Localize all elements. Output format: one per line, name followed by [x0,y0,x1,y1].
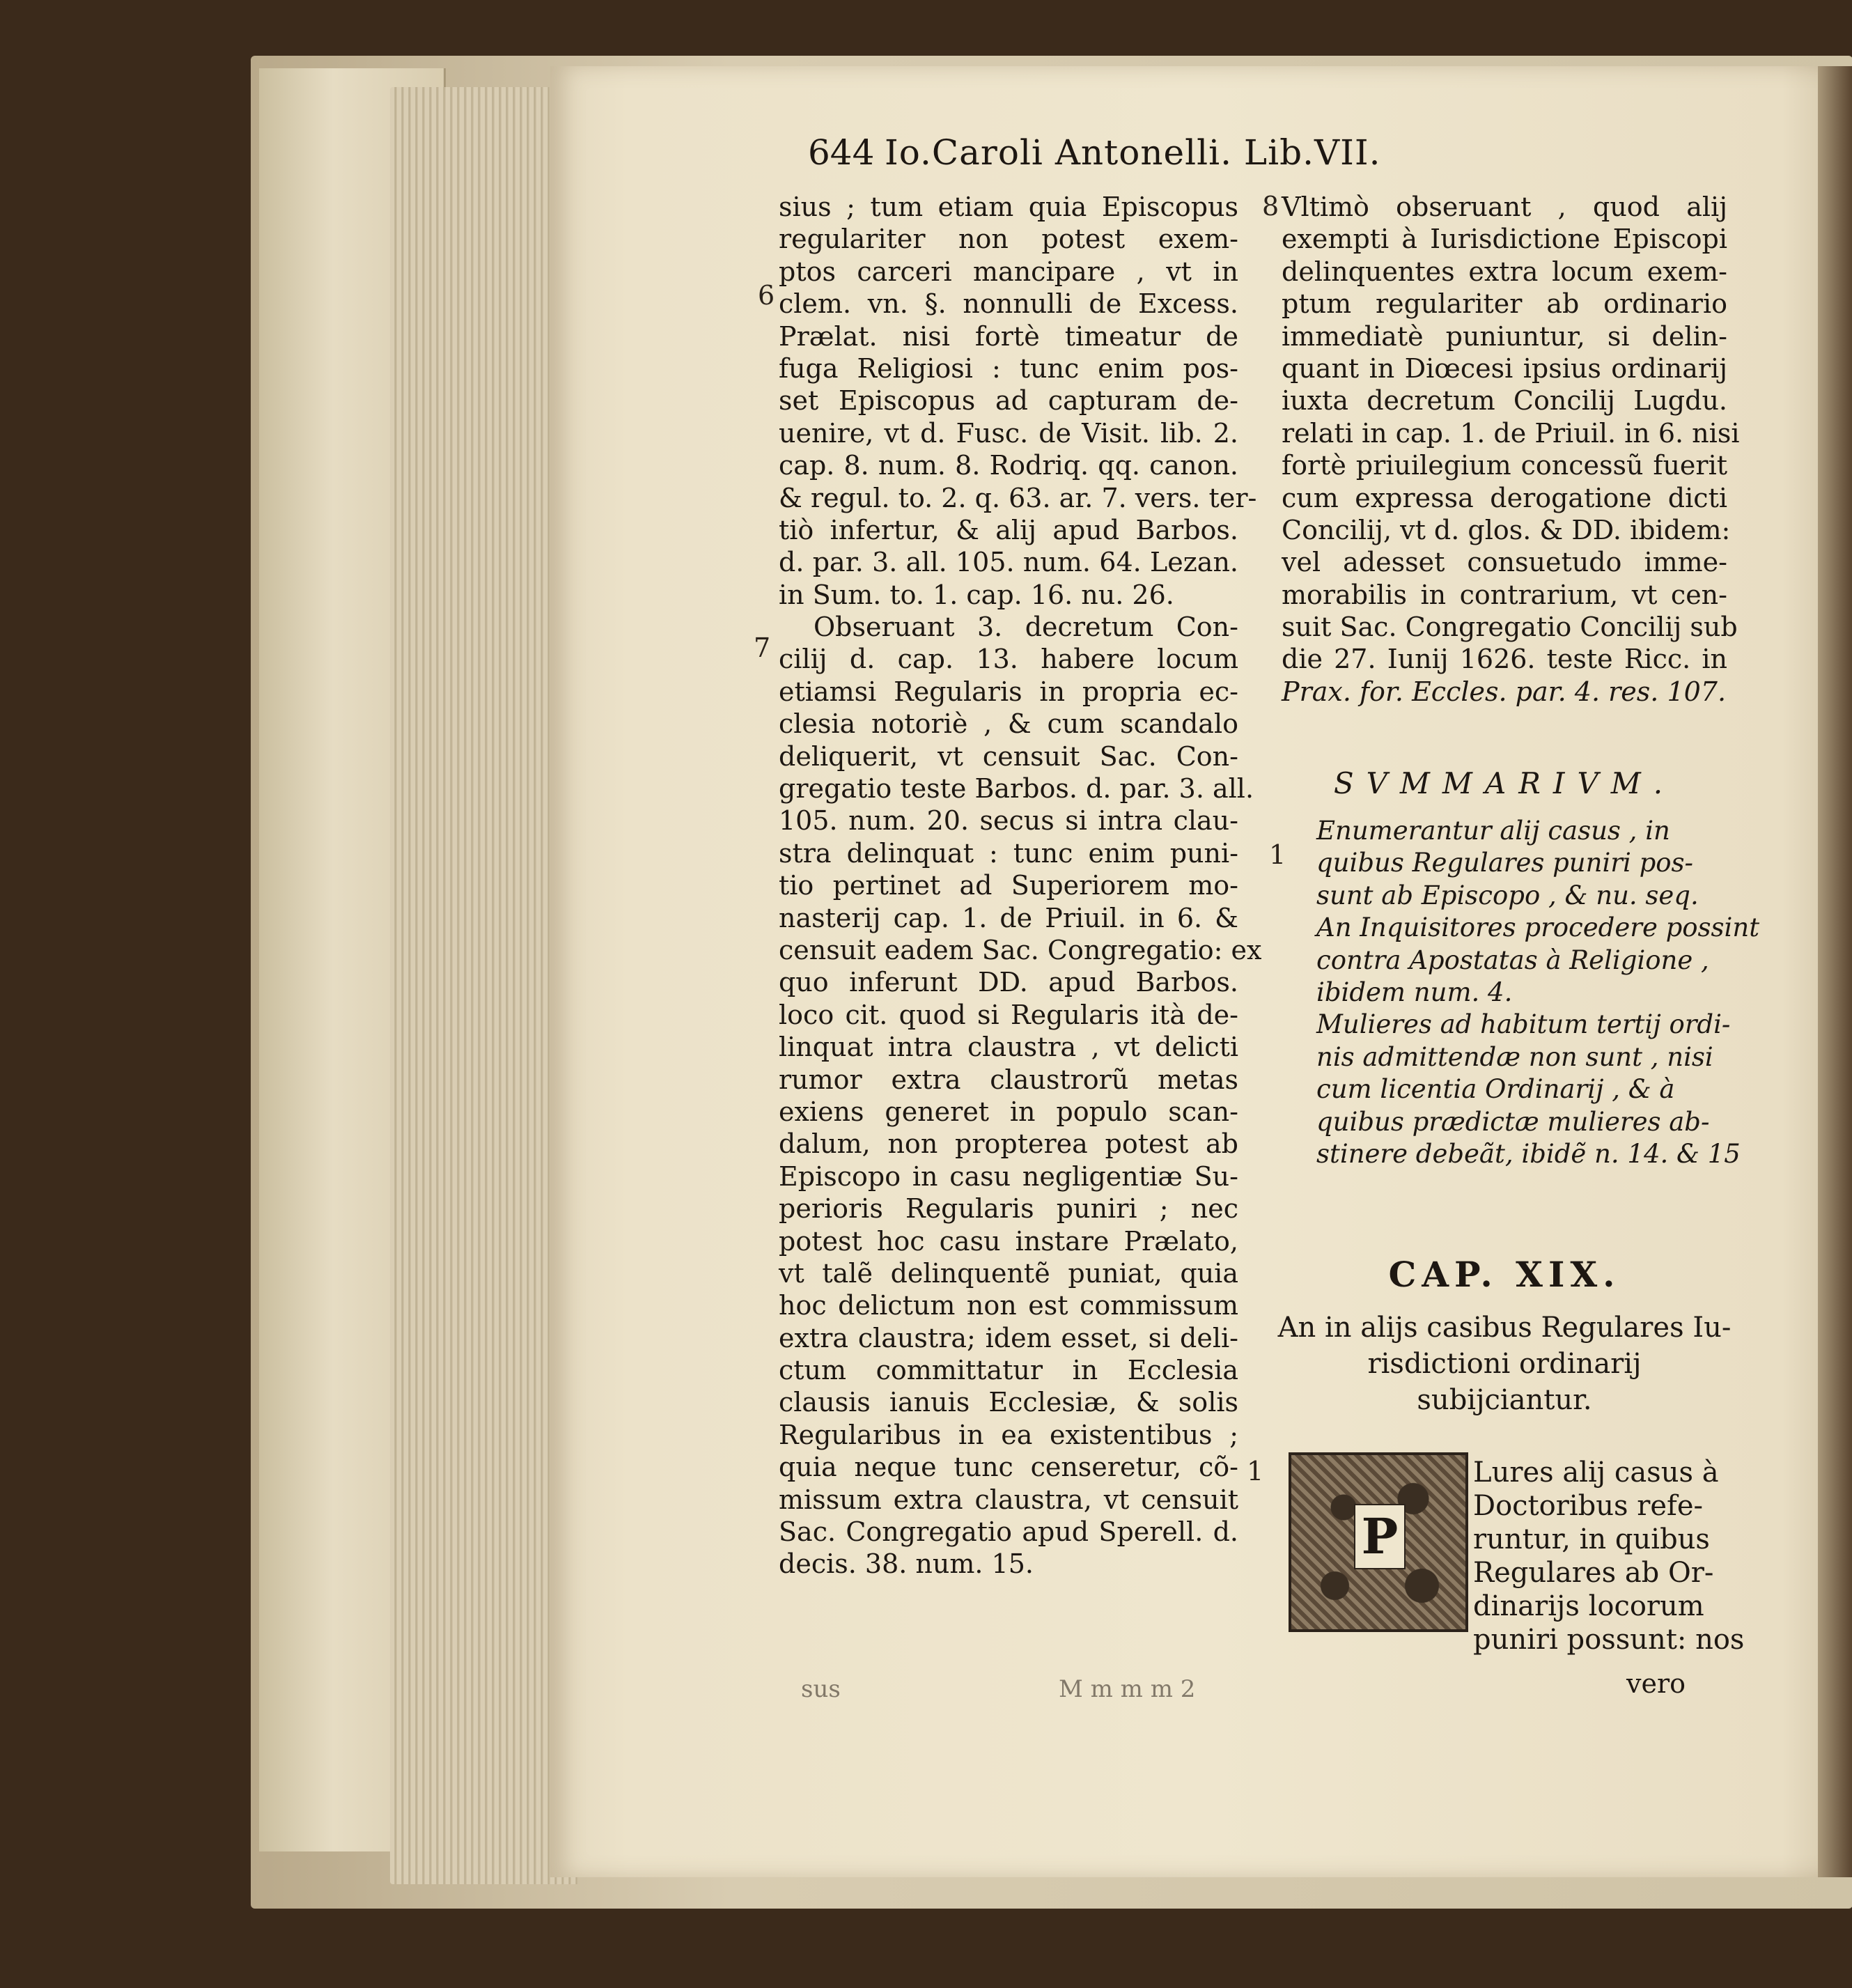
chapter-body-line: Lures alij casus à [1473,1457,1719,1489]
text-line: censuit eadem Sac. Congregatio: ex [779,934,1262,965]
summarium-list [1316,815,1760,1170]
text-line: uenire, vt d. Fusc. de Visit. lib. 2. [779,417,1238,449]
chapter-subtitle-line: risdictioni ordinarij [1367,1348,1642,1380]
text-line: fortè priuilegium concessũ fuerit [1282,450,1727,481]
chapter-subtitle-line: subijciantur. [1417,1384,1592,1416]
text-line: ptos carceri mancipare , vt in [779,256,1238,287]
text-line: Prælat. nisi fortè timeatur de [779,320,1238,352]
summarium-line: ibidem num. 4. [1316,977,1513,1007]
text-line: fuga Religiosi : tunc enim pos- [779,352,1238,384]
chapter-body-line: dinarijs locorum [1473,1590,1704,1622]
text-line: stra delinquat : tunc enim puni- [779,837,1238,869]
summarium-line: An Inquisitores procedere possint [1316,913,1760,943]
chapter-body-line: Doctoribus refe- [1473,1490,1704,1522]
summarium-line: stinere debeãt, ibidẽ n. 14. & 15 [1316,1138,1741,1169]
text-line: clem. vn. §. nonnulli de Excess. [779,288,1238,320]
text-line: 105. num. 20. secus si intra clau- [779,805,1238,837]
left-column [779,191,1262,1581]
text-line: cilij d. cap. 13. habere locum [779,644,1238,675]
text-line: vt talẽ delinquentẽ puniat, quia [779,1257,1238,1289]
chapter-subtitle [1254,1310,1755,1418]
decorated-initial [1289,1452,1468,1632]
text-line: clausis ianuis Ecclesiæ, & solis [779,1387,1238,1418]
text-line: linquat intra claustra , vt delicti [779,1032,1238,1063]
summarium-number-1: 1 [1269,839,1286,870]
text-line: regulariter non potest exem- [779,224,1238,255]
text-line: hoc delictum non est commissum [779,1290,1238,1321]
text-line: tiò infertur, & alij apud Barbos. [779,514,1238,545]
chapter-body-line: puniri possunt: nos [1473,1624,1745,1656]
text-line: relati in cap. 1. de Priuil. in 6. nisi [1282,417,1740,449]
text-line: Vltimò obseruant , quod alij [1282,192,1727,222]
right-column [1282,191,1740,708]
summarium-line: sunt ab Episcopo , & nu. seq. [1316,880,1699,910]
running-head: Io.Caroli Antonelli. Lib.VII. [885,132,1381,173]
text-line: & regul. to. 2. q. 63. ar. 7. vers. ter- [779,482,1257,513]
summarium-line: cum licentia Ordinarij , & à [1316,1074,1675,1105]
text-line: Obseruant 3. decretum Con- [814,612,1238,643]
summarium-line: quibus prædictæ mulieres ab- [1316,1106,1710,1137]
text-line: d. par. 3. all. 105. num. 64. Lezan. [779,547,1238,578]
catchword: vero [1626,1668,1686,1699]
text-line: exiens generet in populo scan- [779,1096,1238,1127]
page-gutter-shadow [1818,66,1852,1877]
text-line: cap. 8. num. 8. Rodriq. qq. canon. [779,450,1238,481]
text-line: ctum committatur in Ecclesia [779,1355,1238,1386]
margin-number-7: 7 [754,632,771,663]
text-line: Prax. for. Eccles. par. 4. res. 107. [1282,676,1727,707]
text-line: morabilis in contrarium, vt cen- [1282,579,1727,610]
text-line: quo inferunt DD. apud Barbos. [779,967,1238,998]
text-line: set Episcopus ad capturam de- [779,385,1238,417]
text-line: in Sum. to. 1. cap. 16. nu. 26. [779,579,1174,610]
text-line: iuxta decretum Concilij Lugdu. [1282,385,1727,417]
text-line: suit Sac. Congregatio Concilij sub [1282,612,1738,643]
text-line: die 27. Iunij 1626. teste Ricc. in [1282,644,1727,675]
text-line: etiamsi Regularis in propria ec- [779,676,1238,707]
text-line: clesia notoriè , & cum scandalo [779,708,1238,740]
page-number: 644 [808,132,875,173]
text-line: sius ; tum etiam quia Episcopus [779,192,1238,222]
text-line: exempti à Iurisdictione Episcopi [1282,224,1727,255]
text-line: cum expressa derogatione dicti [1282,482,1727,513]
text-line: Episcopo in casu negligentiæ Su- [779,1160,1238,1192]
text-line: deliquerit, vt censuit Sac. Con- [779,740,1238,772]
text-line: ptum regulariter ab ordinario [1282,288,1727,320]
summarium-line: Mulieres ad habitum tertij ordi- [1316,1009,1731,1040]
text-number-1: 1 [1247,1456,1264,1486]
chapter-body-line: Regulares ab Or- [1473,1557,1714,1589]
chapter-body [1473,1456,1745,1656]
text-line: missum extra claustra, vt censuit [779,1484,1238,1515]
text-line: delinquentes extra locum exem- [1282,256,1727,287]
text-line: Sac. Congregatio apud Sperell. d. [779,1516,1238,1548]
text-line: Concilij, vt d. glos. & DD. ibidem: [1282,514,1731,545]
text-line: tio pertinet ad Superiorem mo- [779,870,1238,901]
bleed-through-right: M m m m 2 [1059,1675,1196,1703]
text-line: gregatio teste Barbos. d. par. 3. all. [779,773,1254,805]
text-line: loco cit. quod si Regularis ità de- [779,999,1238,1030]
text-line: Regularibus in ea existentibus ; [779,1419,1238,1450]
text-line: decis. 38. num. 15. [779,1548,1034,1580]
chapter-body-line: runtur, in quibus [1473,1523,1710,1555]
text-line: immediatè puniuntur, si delin- [1282,320,1727,352]
text-line: perioris Regularis puniri ; nec [779,1193,1238,1225]
text-line: dalum, non propterea potest ab [779,1128,1238,1160]
initial-letter: P [1354,1504,1406,1569]
summarium-line: contra Apostatas à Religione , [1316,945,1709,975]
text-line: potest hoc casu instare Prælato, [779,1225,1238,1257]
summarium-title: SVMMARIVM. [1333,766,1676,800]
text-line: quant in Diœcesi ipsius ordinarij [1282,352,1727,384]
summarium-line: nis admittendæ non sunt , nisi [1316,1041,1713,1072]
text-line: rumor extra claustrorũ metas [779,1064,1238,1095]
summarium-line: quibus Regulares puniri pos- [1316,848,1694,878]
text-line: nasterij cap. 1. de Priuil. in 6. & [779,902,1238,933]
bleed-through-left: sus [801,1675,841,1703]
text-line: vel adesset consuetudo imme- [1282,547,1727,578]
chapter-subtitle-line: An in alijs casibus Regulares Iu- [1277,1312,1732,1344]
text-line: extra claustra; idem esset, si deli- [779,1322,1238,1353]
text-line: quia neque tunc censeretur, cõ- [779,1452,1238,1483]
margin-number-8: 8 [1262,191,1279,222]
margin-number-6: 6 [758,280,775,311]
summarium-line: Enumerantur alij casus , in [1316,816,1670,846]
chapter-title: CAP. XIX. [1388,1254,1621,1295]
